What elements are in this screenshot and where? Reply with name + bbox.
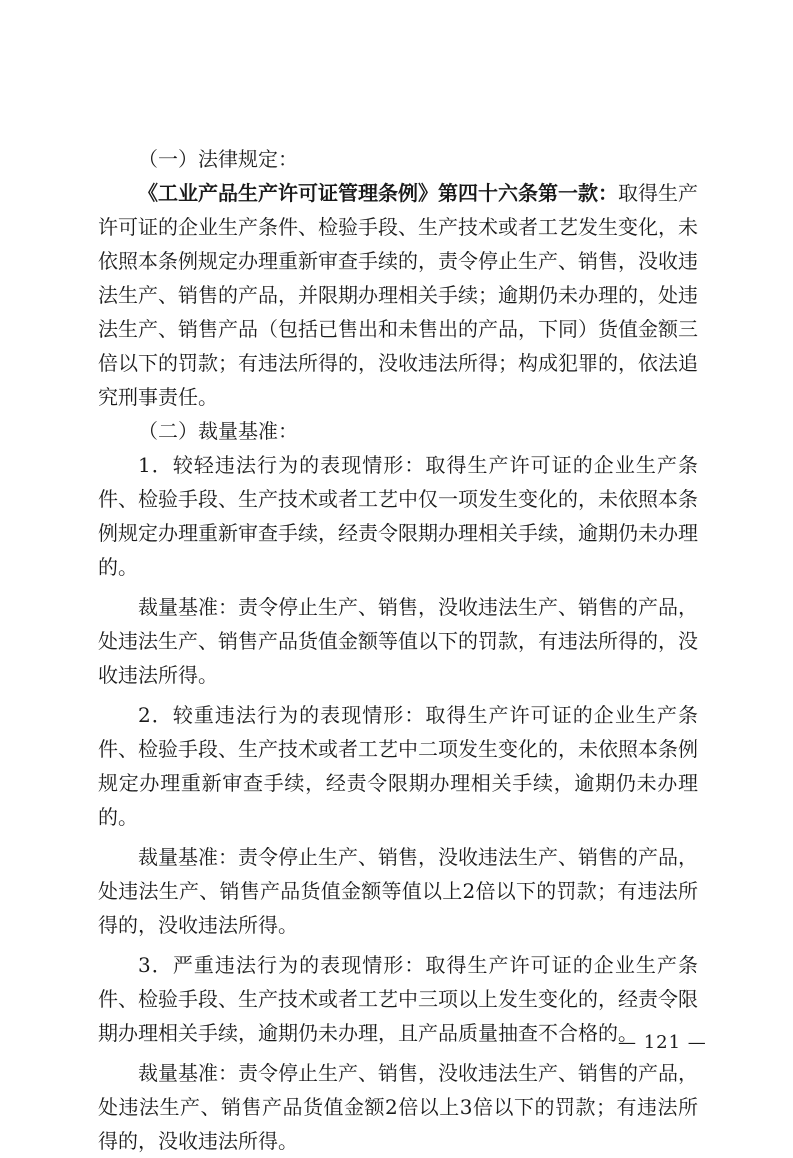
item3-situation: 3．严重违法行为的表现情形：取得生产许可证的企业生产条件、检验手段、生产技术或者工艺中三项以上发生变化的，经责令限期办理相关手续，逾期仍未办理，且产品质量抽查不合格的。 [98, 953, 698, 1045]
item2-situation: 2．较重违法行为的表现情形：取得生产许可证的企业生产条件、检验手段、生产技术或者工艺中二项发生变化的，未依照本条例规定办理重新审查手续，经责令限期办理相关手续，逾期仍未办理的。 [98, 703, 698, 829]
item2-standard: 裁量基准：责令停止生产、销售，没收违法生产、销售的产品，处违法生产、销售产品货值金额等值以上2倍以下的罚款；有违法所得的，没收违法所得。 [98, 845, 698, 937]
item1-situation: 1．较轻违法行为的表现情形：取得生产许可证的企业生产条件、检验手段、生产技术或者工艺中仅一项发生变化的，未依照本条例规定办理重新审查手续，经责令限期办理相关手续，逾期仍未办理的。 [98, 453, 698, 579]
document-body [98, 142, 698, 1158]
section2-heading: （二）裁量基准： [138, 419, 298, 443]
item1-standard: 裁量基准：责令停止生产、销售，没收违法生产、销售的产品，处违法生产、销售产品货值金额等值以下的罚款，有违法所得的，没收违法所得。 [98, 595, 698, 687]
law-title: 《工业产品生产许可证管理条例》第四十六条第一款： [138, 181, 618, 205]
page-number: — 121 — [618, 1032, 707, 1053]
law-text: 取得生产许可证的企业生产条件、检验手段、生产技术或者工艺发生变化，未依照本条例规定办理重新审查手续的，责令停止生产、销售，没收违法生产、销售的产品，并限期办理相关手续；逾期仍未办理的，处违法生产、销售产品（包括已售出和未售出的产品，下同）货值金额三倍以下的罚款；有违法所得的，没收违法所得；构成犯罪的，依法追究刑事责任。 [98, 181, 698, 409]
section1-heading: （一）法律规定： [138, 147, 298, 171]
law-paragraph [98, 176, 698, 414]
item3-standard: 裁量基准：责令停止生产、销售，没收违法生产、销售的产品，处违法生产、销售产品货值金额2倍以上3倍以下的罚款；有违法所得的，没收违法所得。 [98, 1061, 698, 1153]
